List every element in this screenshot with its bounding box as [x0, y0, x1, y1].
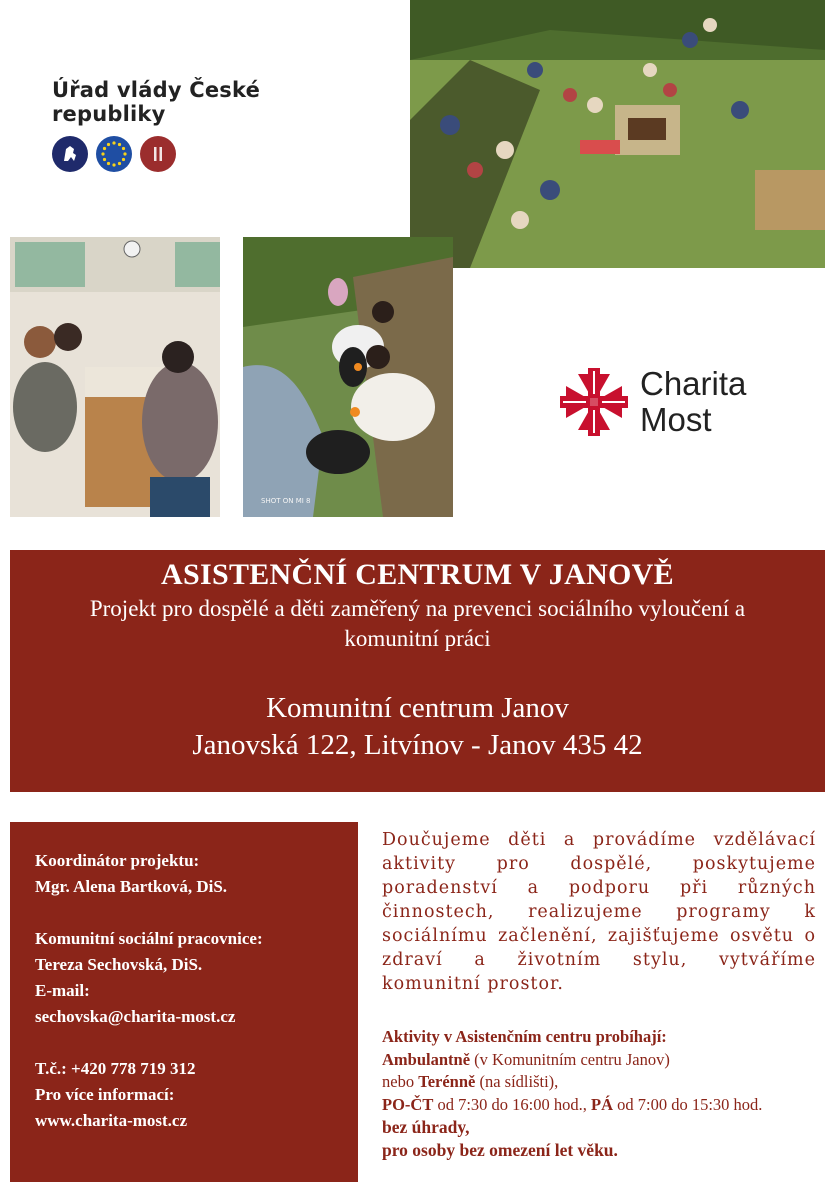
email-link[interactable]: sechovska@charita-most.cz [35, 1007, 236, 1026]
venue-name: Komunitní centrum Janov [266, 692, 569, 724]
or-text: nebo [382, 1072, 415, 1091]
activities-field-line [382, 1071, 822, 1094]
camera-watermark: SHOT ON MI 8 [261, 497, 311, 505]
charita-line1: Charita [640, 365, 747, 402]
government-office-title: Úřad vlády České republiky [52, 78, 261, 126]
eu-stars-icon [96, 136, 132, 172]
flag-emblem-icon [140, 136, 176, 172]
charita-most-logo [560, 366, 746, 438]
days-mon-thu: PO-ČT [382, 1094, 434, 1114]
project-subtitle-line1: Projekt pro dospělé a děti zaměřený na prevenci sociálního vyloučení a [89, 596, 746, 621]
page-title: ASISTENČNÍ CENTRUM V JANOVĚ [161, 558, 674, 591]
contact-box [10, 822, 358, 1182]
worker-name: Tereza Sechovská, DiS. [35, 955, 203, 974]
field-label: Terénně [418, 1072, 476, 1091]
charita-cross-icon [560, 368, 628, 436]
project-banner [10, 550, 825, 792]
ambulant-note: (v Komunitním centru Janov) [474, 1049, 670, 1069]
project-subtitle-line2: komunitní práci [344, 626, 491, 651]
field-note: (na sídlišti), [479, 1072, 559, 1091]
more-info-label: Pro více informací: [35, 1085, 175, 1104]
worker-label: Komunitní sociální pracovnice: [35, 929, 263, 948]
lion-emblem-icon [52, 136, 88, 172]
opening-hours [382, 1094, 822, 1117]
table-workshop-photo [10, 237, 220, 517]
stream-cleanup-photo [243, 237, 453, 517]
phone-number: T.č.: +420 778 719 312 [35, 1059, 196, 1078]
activities-title: Aktivity v Asistenčním centru probíhají: [382, 1027, 667, 1046]
park-gathering-photo [410, 0, 825, 268]
venue-address: Janovská 122, Litvínov - Janov 435 42 [192, 729, 643, 761]
website-link[interactable]: www.charita-most.cz [35, 1111, 188, 1130]
charita-wordmark [640, 366, 746, 438]
hours-mon-thu: od 7:30 do 16:00 hod., [437, 1094, 587, 1114]
hours-fri: od 7:00 do 15:30 hod. [617, 1094, 763, 1114]
free-of-charge: bez úhrady, [382, 1117, 470, 1137]
charita-line2: Most [640, 401, 712, 438]
activities-info [382, 1026, 822, 1161]
government-office-logo [52, 78, 372, 172]
coordinator-name: Mgr. Alena Bartková, DiS. [35, 877, 228, 896]
coordinator-label: Koordinátor projektu: [35, 851, 200, 870]
day-fri: PÁ [591, 1094, 614, 1114]
activities-ambulant-line [382, 1049, 822, 1072]
project-description: Doučujeme děti a provádíme vzdělávací aktivity pro dospělé, poskytujeme poradenství a podporu při různých činnostech, realizujeme programy k sociálnímu začlenění, zajišťujeme osvětu o zdraví a životním stylu, vytváříme komunitní prostor. [382, 830, 816, 994]
project-subtitle [22, 594, 813, 654]
government-emblems [52, 136, 372, 172]
for-all-ages: pro osoby bez omezení let věku. [382, 1139, 618, 1160]
email-label: E-mail: [35, 981, 90, 1000]
ambulant-label: Ambulantně [382, 1049, 471, 1069]
